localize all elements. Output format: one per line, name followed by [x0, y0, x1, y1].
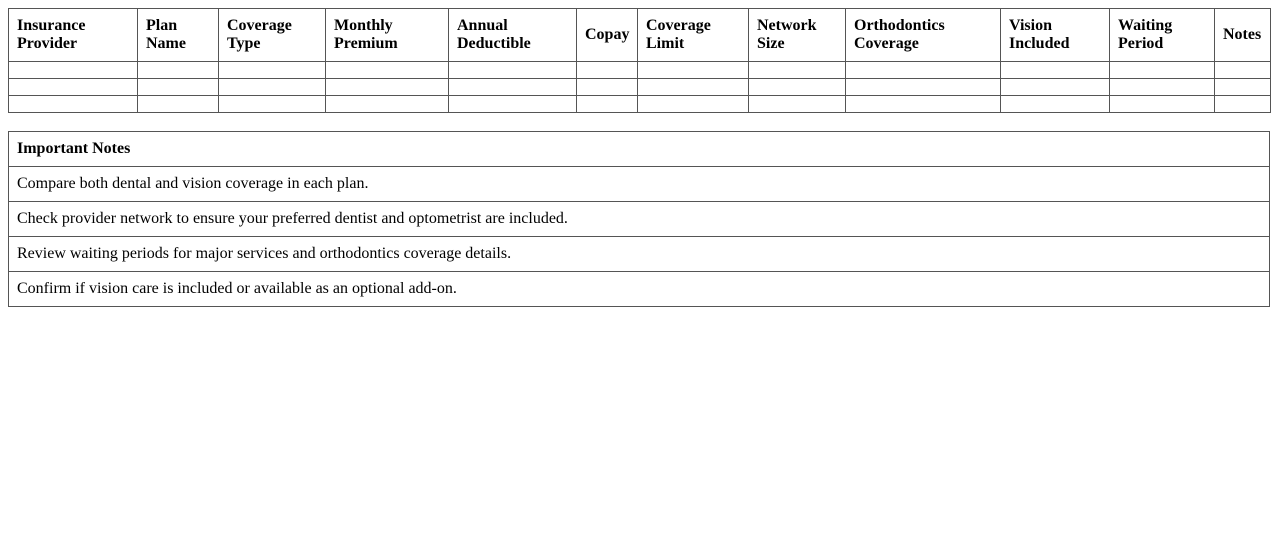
header-line: Waiting — [1118, 17, 1173, 34]
note-row — [9, 237, 1270, 272]
header-line: Limit — [646, 35, 685, 52]
table-cell — [219, 96, 326, 113]
table-cell — [9, 79, 138, 96]
header-line: Provider — [17, 35, 78, 52]
column-header — [138, 9, 219, 62]
header-line: Coverage — [854, 35, 919, 52]
table-cell — [326, 62, 449, 79]
column-header — [449, 9, 577, 62]
note-row — [9, 272, 1270, 307]
table-cell — [1215, 79, 1271, 96]
header-line: Premium — [334, 35, 398, 52]
note-row — [9, 202, 1270, 237]
table-cell — [846, 62, 1001, 79]
column-header — [1110, 9, 1215, 62]
header-line: Size — [757, 35, 785, 52]
header-line: Network — [757, 17, 817, 34]
table-cell — [1001, 96, 1110, 113]
column-header — [1215, 9, 1271, 62]
table-cell — [9, 96, 138, 113]
table-cell — [577, 79, 638, 96]
table-cell — [219, 79, 326, 96]
header-line: Insurance — [17, 17, 86, 34]
table-cell — [1001, 79, 1110, 96]
table-cell — [1110, 96, 1215, 113]
column-header — [577, 9, 638, 62]
column-header — [638, 9, 749, 62]
table-cell — [577, 96, 638, 113]
important-notes-table — [8, 131, 1270, 307]
table-cell — [638, 62, 749, 79]
page-content — [8, 8, 1270, 307]
table-cell — [449, 96, 577, 113]
header-line: Name — [146, 35, 186, 52]
column-header — [9, 9, 138, 62]
table-cell — [749, 62, 846, 79]
table-cell — [846, 96, 1001, 113]
table-cell — [9, 62, 138, 79]
header-row — [9, 9, 1271, 62]
table-cell — [1215, 62, 1271, 79]
table-cell — [449, 79, 577, 96]
header-line: Coverage — [646, 17, 711, 34]
table-row — [9, 62, 1271, 79]
header-line: Included — [1009, 35, 1070, 52]
header-line: Copay — [585, 26, 630, 43]
table-cell — [1110, 62, 1215, 79]
table-cell — [749, 79, 846, 96]
note-text: Check provider network to ensure your preferred dentist and optometrist are included. — [9, 202, 1270, 237]
table-cell — [577, 62, 638, 79]
table-cell — [1110, 79, 1215, 96]
note-row — [9, 167, 1270, 202]
note-text: Compare both dental and vision coverage in each plan. — [9, 167, 1270, 202]
header-line: Vision — [1009, 17, 1052, 34]
table-cell — [138, 79, 219, 96]
header-line: Deductible — [457, 35, 531, 52]
header-line: Annual — [457, 17, 508, 34]
header-line: Coverage — [227, 17, 292, 34]
table-cell — [138, 62, 219, 79]
table-cell — [449, 62, 577, 79]
table-cell — [326, 96, 449, 113]
table-cell — [1001, 62, 1110, 79]
notes-title: Important Notes — [9, 132, 1270, 167]
table-cell — [846, 79, 1001, 96]
note-text: Confirm if vision care is included or available as an optional add-on. — [9, 272, 1270, 307]
column-header — [749, 9, 846, 62]
header-line: Plan — [146, 17, 178, 34]
note-text: Review waiting periods for major services and orthodontics coverage details. — [9, 237, 1270, 272]
column-header — [1001, 9, 1110, 62]
table-cell — [638, 79, 749, 96]
notes-header-row — [9, 132, 1270, 167]
header-line: Orthodontics — [854, 17, 945, 34]
table-row — [9, 79, 1271, 96]
table-row — [9, 96, 1271, 113]
header-line: Type — [227, 35, 261, 52]
table-cell — [219, 62, 326, 79]
table-cell — [138, 96, 219, 113]
column-header — [219, 9, 326, 62]
column-header — [846, 9, 1001, 62]
plan-comparison-table — [8, 8, 1271, 113]
header-line: Period — [1118, 35, 1164, 52]
table-cell — [326, 79, 449, 96]
header-line: Monthly — [334, 17, 393, 34]
table-cell — [638, 96, 749, 113]
column-header — [326, 9, 449, 62]
header-line: Notes — [1223, 26, 1262, 43]
table-cell — [749, 96, 846, 113]
table-cell — [1215, 96, 1271, 113]
